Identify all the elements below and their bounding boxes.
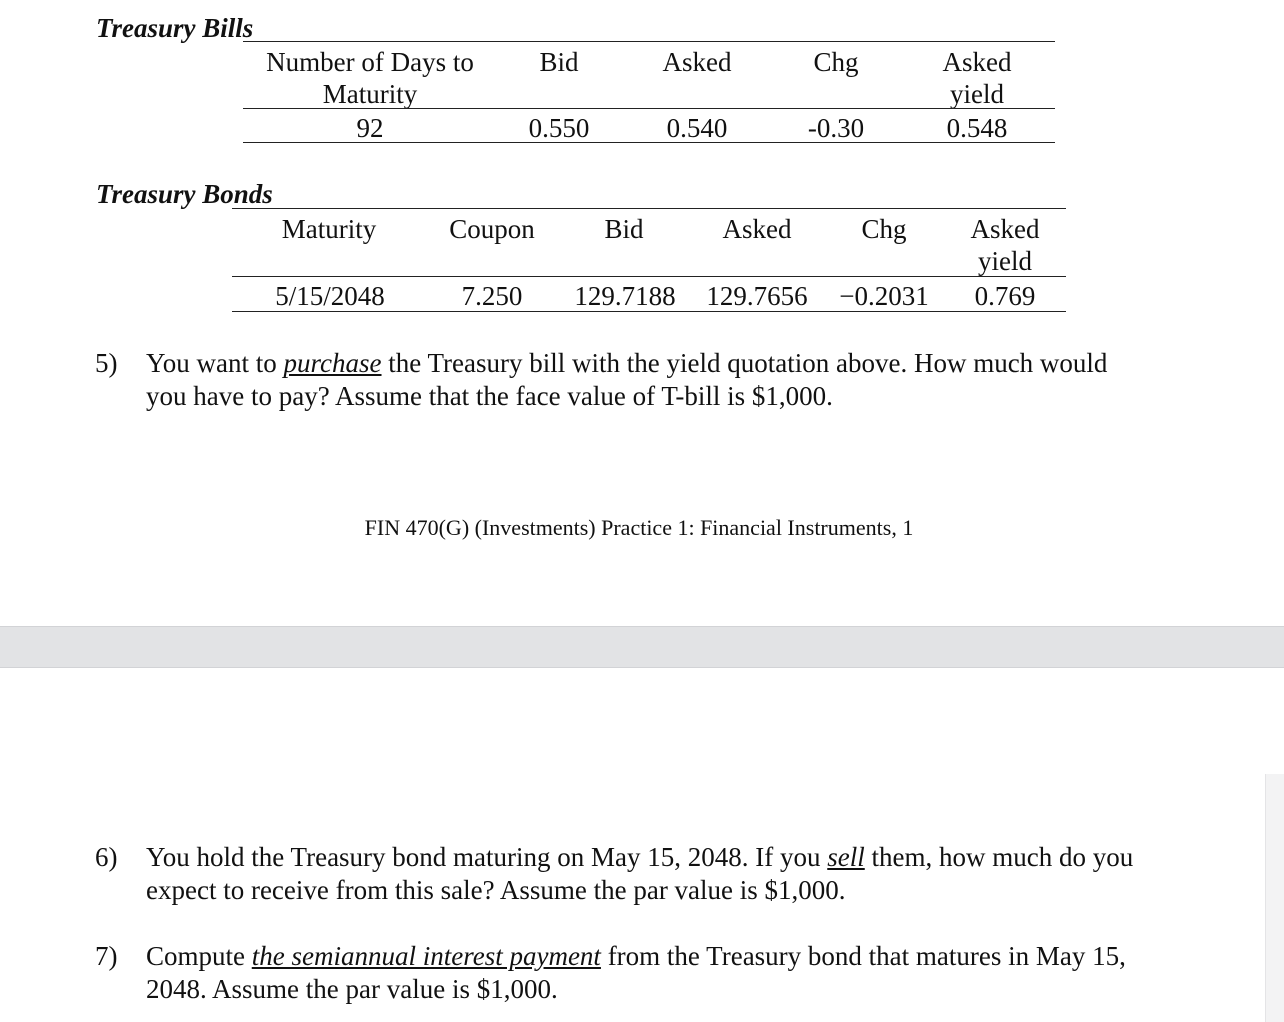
q6-text-b: them, how much do you [864,842,1134,872]
bonds-chg: −0.2031 [839,281,929,311]
bills-days: 92 [356,113,384,143]
bills-yield: 0.548 [946,113,1008,143]
bills-asked: 0.540 [666,113,728,143]
bills-header-asked: Asked [662,47,732,77]
page-footer [0,514,1284,542]
bills-header-yield: Asked [942,47,1012,77]
question-5-number: 5) [95,348,118,378]
bonds-header-yield: Asked [970,214,1040,244]
bills-header-rule [243,108,1055,109]
bonds-bid: 129.7188 [574,281,676,311]
question-6-line-1 [146,841,1133,874]
bills-top-rule [243,41,1055,42]
bonds-header-asked: Asked [722,214,792,244]
bonds-asked: 129.7656 [706,281,808,311]
question-6-number: 6) [95,842,118,872]
bonds-bottom-rule [232,311,1066,312]
bonds-maturity: 5/15/2048 [275,281,385,311]
bonds-header-chg: Chg [861,214,907,244]
bills-bottom-rule [243,142,1055,143]
q7-text-b: from the Treasury bond that matures in May 15, [600,941,1126,971]
q6-text-a: You hold the Treasury bond maturing on May 15, 2048. If you [146,842,828,872]
question-7-number: 7) [95,941,118,971]
q5-text-a: You want to [146,348,284,378]
bonds-top-rule [232,208,1066,209]
bonds-yield: 0.769 [974,281,1036,311]
bonds-header-coupon: Coupon [449,214,535,244]
footer-text: FIN 470(G) (Investments) Practice 1: Financial Instruments, 1 [364,515,914,540]
bonds-coupon: 7.250 [461,281,523,311]
q7-emphasis: the semiannual interest payment [251,941,601,971]
q5-text-b: the Treasury bill with the yield quotation above. How much would [381,348,1108,378]
document-page-2 [0,668,1284,1022]
treasury-bonds-title: Treasury Bonds [96,179,273,209]
bills-header-days-2: Maturity [322,79,418,109]
bills-bid: 0.550 [528,113,590,143]
treasury-bills-title: Treasury Bills [96,13,254,43]
bills-header-yield-2: yield [950,79,1004,109]
bonds-header-bid: Bid [604,214,644,244]
question-5-line-1 [146,347,1107,380]
page-gap [0,626,1284,668]
q5-emphasis: purchase [283,348,382,378]
question-7-line-1 [146,940,1126,973]
bills-header-chg: Chg [813,47,859,77]
question-5-line-2: you have to pay? Assume that the face value of T-bill is $1,000. [146,381,833,411]
question-6-line-2: expect to receive from this sale? Assume the par value is $1,000. [146,875,846,905]
bills-chg: -0.30 [807,113,865,143]
bonds-header-rule [232,276,1066,277]
scrollbar-track[interactable] [1265,774,1284,1022]
bills-header-days: Number of Days to [266,47,474,77]
q7-text-a: Compute [146,941,252,971]
q6-emphasis: sell [827,842,865,872]
bonds-header-yield-2: yield [978,246,1032,276]
question-7-line-2: 2048. Assume the par value is $1,000. [146,974,558,1004]
bills-header-bid: Bid [539,47,579,77]
bonds-header-maturity: Maturity [281,214,377,244]
